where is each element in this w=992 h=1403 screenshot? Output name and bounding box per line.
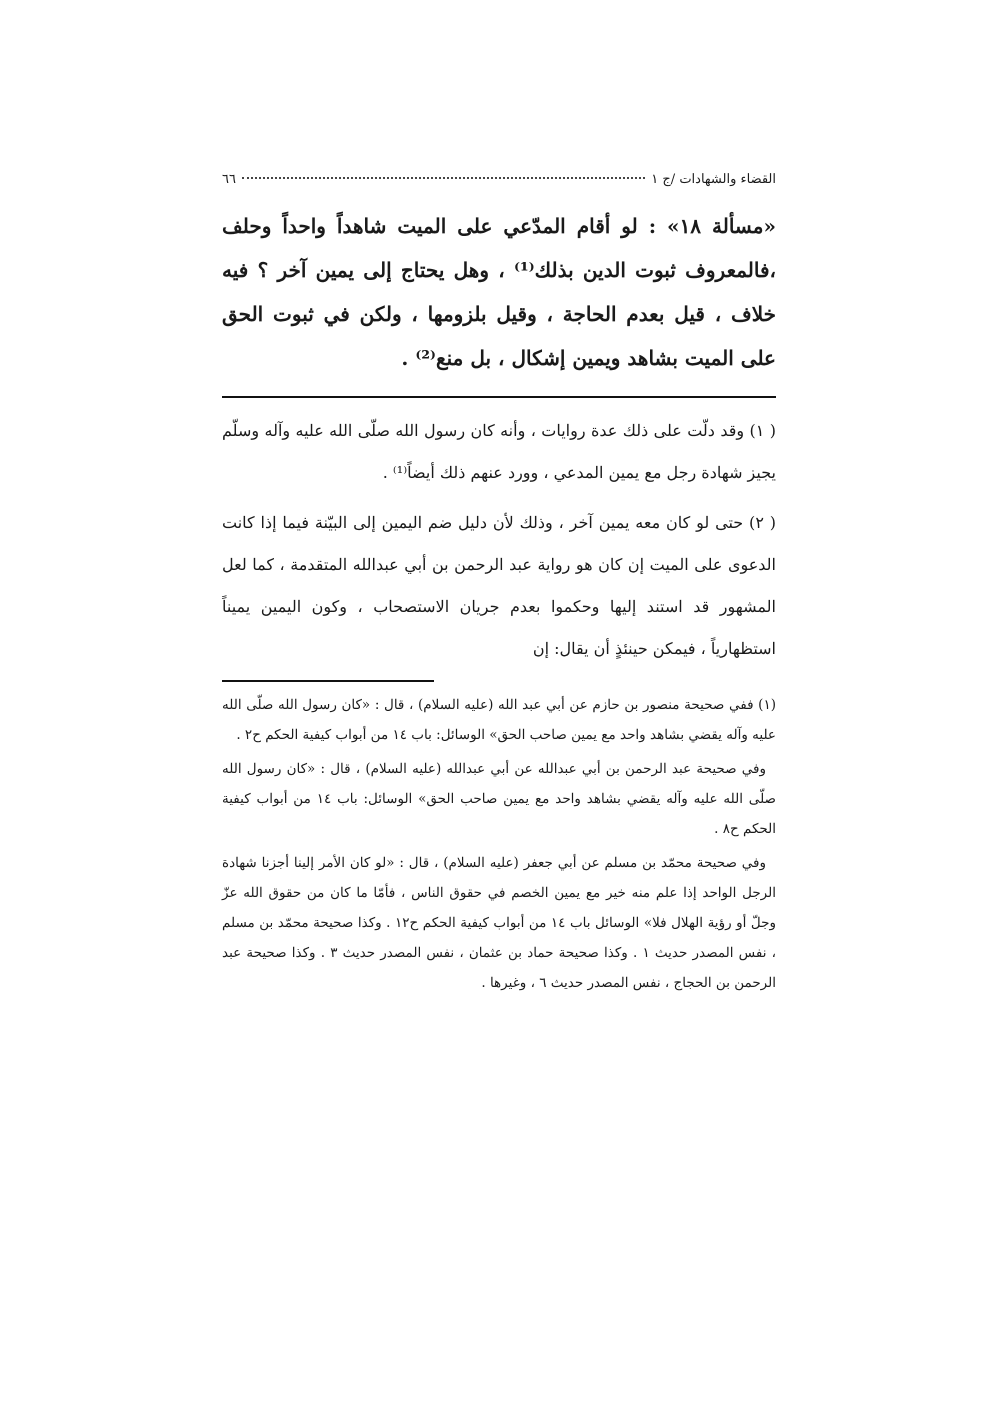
subnote-3: وفي صحيحة محمّد بن مسلم عن أبي جعفر (عليه السلام) ، قال : «لو كان الأمر إلينا أجزنا شهادة الرجل الواحد إذا علم منه خير مع يمين الخصم في حقوق الناس ، فأمّا ما كان من حقوق الله عزّ وجلّ أو رؤية الهلال فلا» الوسائل باب ١٤ من أبواب كيفية الحكم ح١٢ . وكذا صحيحة محمّد بن مسلم ، نفس المصدر حديث ١ . وكذا صحيحة حماد بن عثمان ، نفس المصدر حديث ٣ . وكذا صحيحة عبد الرحمن بن الحجاج ، نفس المصدر حديث ٦ ، وغيرها . xyxy=(222,855,776,991)
commentary-notes xyxy=(222,410,776,670)
running-title: القضاء والشهادات /ج ١ xyxy=(651,172,776,187)
subnote-2: وفي صحيحة عبد الرحمن بن أبي عبدالله عن أبي عبدالله (عليه السلام) ، قال : «كان رسول الله صلّى الله عليه وآله يقضي بشاهد واحد مع يمين صاحب الحق» الوسائل: باب ١٤ من أبواب كيفية الحكم ح٨ . xyxy=(222,761,776,837)
subnote-separator xyxy=(222,680,434,682)
question-paragraph: «مسألة ١٨» : لو أقام المدّعي على الميت شاهداً واحداً وحلف ،فالمعروف ثبوت الدين بذلك⁽¹⁾ ، وهل يحتاج إلى يمين آخر ؟ فيه خلاف ، قيل بعدم الحاجة ، وقيل بلزومها ، ولكن في ثبوت الحق على الميت بشاهد ويمين إشكال ، بل منع⁽²⁾ . xyxy=(222,214,776,370)
reference-subnotes xyxy=(222,690,776,998)
note-1: ( ١) وقد دلّت على ذلك عدة روايات ، وأنه كان رسول الله صلّى الله عليه وآله وسلّم يجيز شهادة رجل مع يمين المدعي ، وورد عنهم ذلك أيضاً⁽¹⁾ . xyxy=(222,421,777,482)
subnote-1: (١) ففي صحيحة منصور بن حازم عن أبي عبد الله (عليه السلام) ، قال : «كان رسول الله صلّى الله عليه وآله يقضي بشاهد واحد مع يمين صاحب الحق» الوسائل: باب ١٤ من أبواب كيفية الحكم ح٢ . xyxy=(222,697,776,743)
footnote-separator xyxy=(222,396,776,398)
note-2: ( ٢) حتى لو كان معه يمين آخر ، وذلك لأن دليل ضم اليمين إلى البيّنة فيما إذا كانت الدعوى على الميت إن كان هو رواية عبد الرحمن بن أبي عبدالله المتقدمة ، كما لعل المشهور قد استند إليها وحكموا بعدم جريان الاستصحاب ، وكون اليمين يميناً استظهارياً ، فيمكن حينئذٍ أن يقال: إن xyxy=(222,513,777,658)
page-number: ٦٦ xyxy=(222,172,236,187)
dot-leader xyxy=(242,177,645,179)
book-page xyxy=(222,172,776,1002)
page-header xyxy=(222,172,776,196)
